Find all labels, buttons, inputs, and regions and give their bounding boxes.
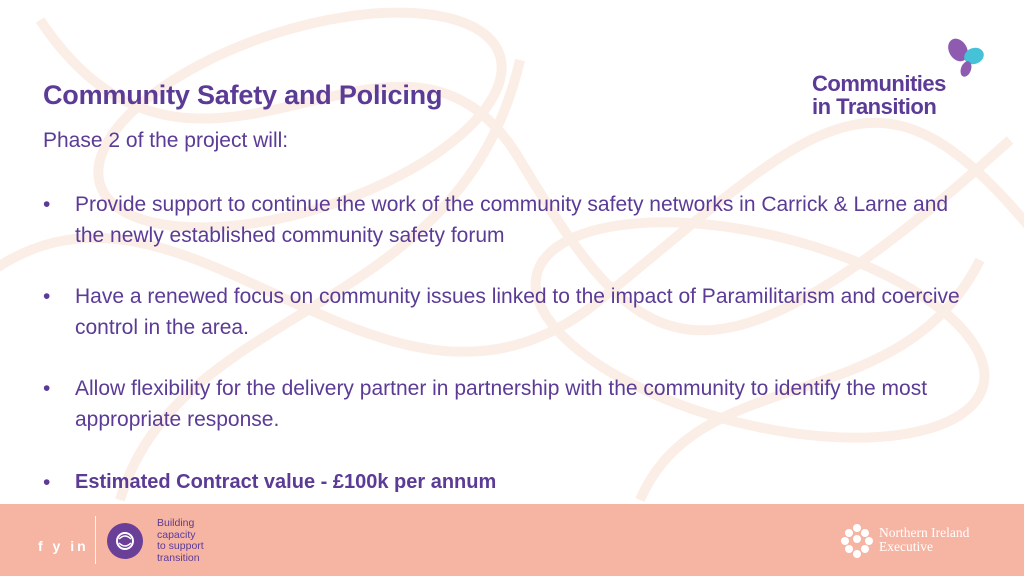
globe-icon bbox=[107, 523, 143, 559]
bullet-marker: • bbox=[43, 377, 51, 400]
tagline-line: to support bbox=[157, 540, 204, 552]
footer-divider bbox=[95, 516, 96, 564]
bullet-item bbox=[43, 281, 980, 343]
footer-tagline bbox=[157, 518, 204, 564]
bullet-text: Estimated Contract value - £100k per annum bbox=[75, 471, 497, 493]
tagline-line: transition bbox=[157, 551, 200, 564]
partner-name bbox=[879, 526, 969, 554]
logo-line-1: Communities bbox=[812, 71, 946, 96]
bullet-item bbox=[43, 189, 980, 251]
northern-ireland-executive-emblem-icon bbox=[840, 522, 874, 560]
bullet-item bbox=[43, 373, 980, 435]
bullet-text: Allow flexibility for the delivery partner in partnership with the community to identify the most appropriate response. bbox=[75, 377, 928, 431]
logo-line-2: in Transition bbox=[812, 94, 937, 119]
bullet-marker: • bbox=[43, 471, 51, 494]
tagline-line: Building bbox=[157, 517, 195, 529]
slide-subtitle: Phase 2 of the project will: bbox=[43, 129, 289, 152]
social-links[interactable]: f y in bbox=[38, 538, 89, 554]
partner-line: Northern Ireland bbox=[879, 525, 970, 540]
logo-text bbox=[812, 72, 946, 118]
tagline-line: capacity bbox=[157, 528, 196, 541]
bullet-text: Provide support to continue the work of the community safety networks in Carrick & Larne and the newly established community safety forum bbox=[75, 193, 949, 247]
bullet-text: Have a renewed focus on community issues linked to the impact of Paramilitarism and coercive control in the area. bbox=[75, 285, 960, 339]
partner-line: Executive bbox=[879, 539, 933, 554]
footer-bar bbox=[0, 504, 1024, 576]
bullet-item-contract-value bbox=[43, 467, 980, 498]
bullet-marker: • bbox=[43, 285, 51, 308]
bullet-marker: • bbox=[43, 193, 51, 216]
slide-title: Community Safety and Policing bbox=[43, 80, 443, 110]
